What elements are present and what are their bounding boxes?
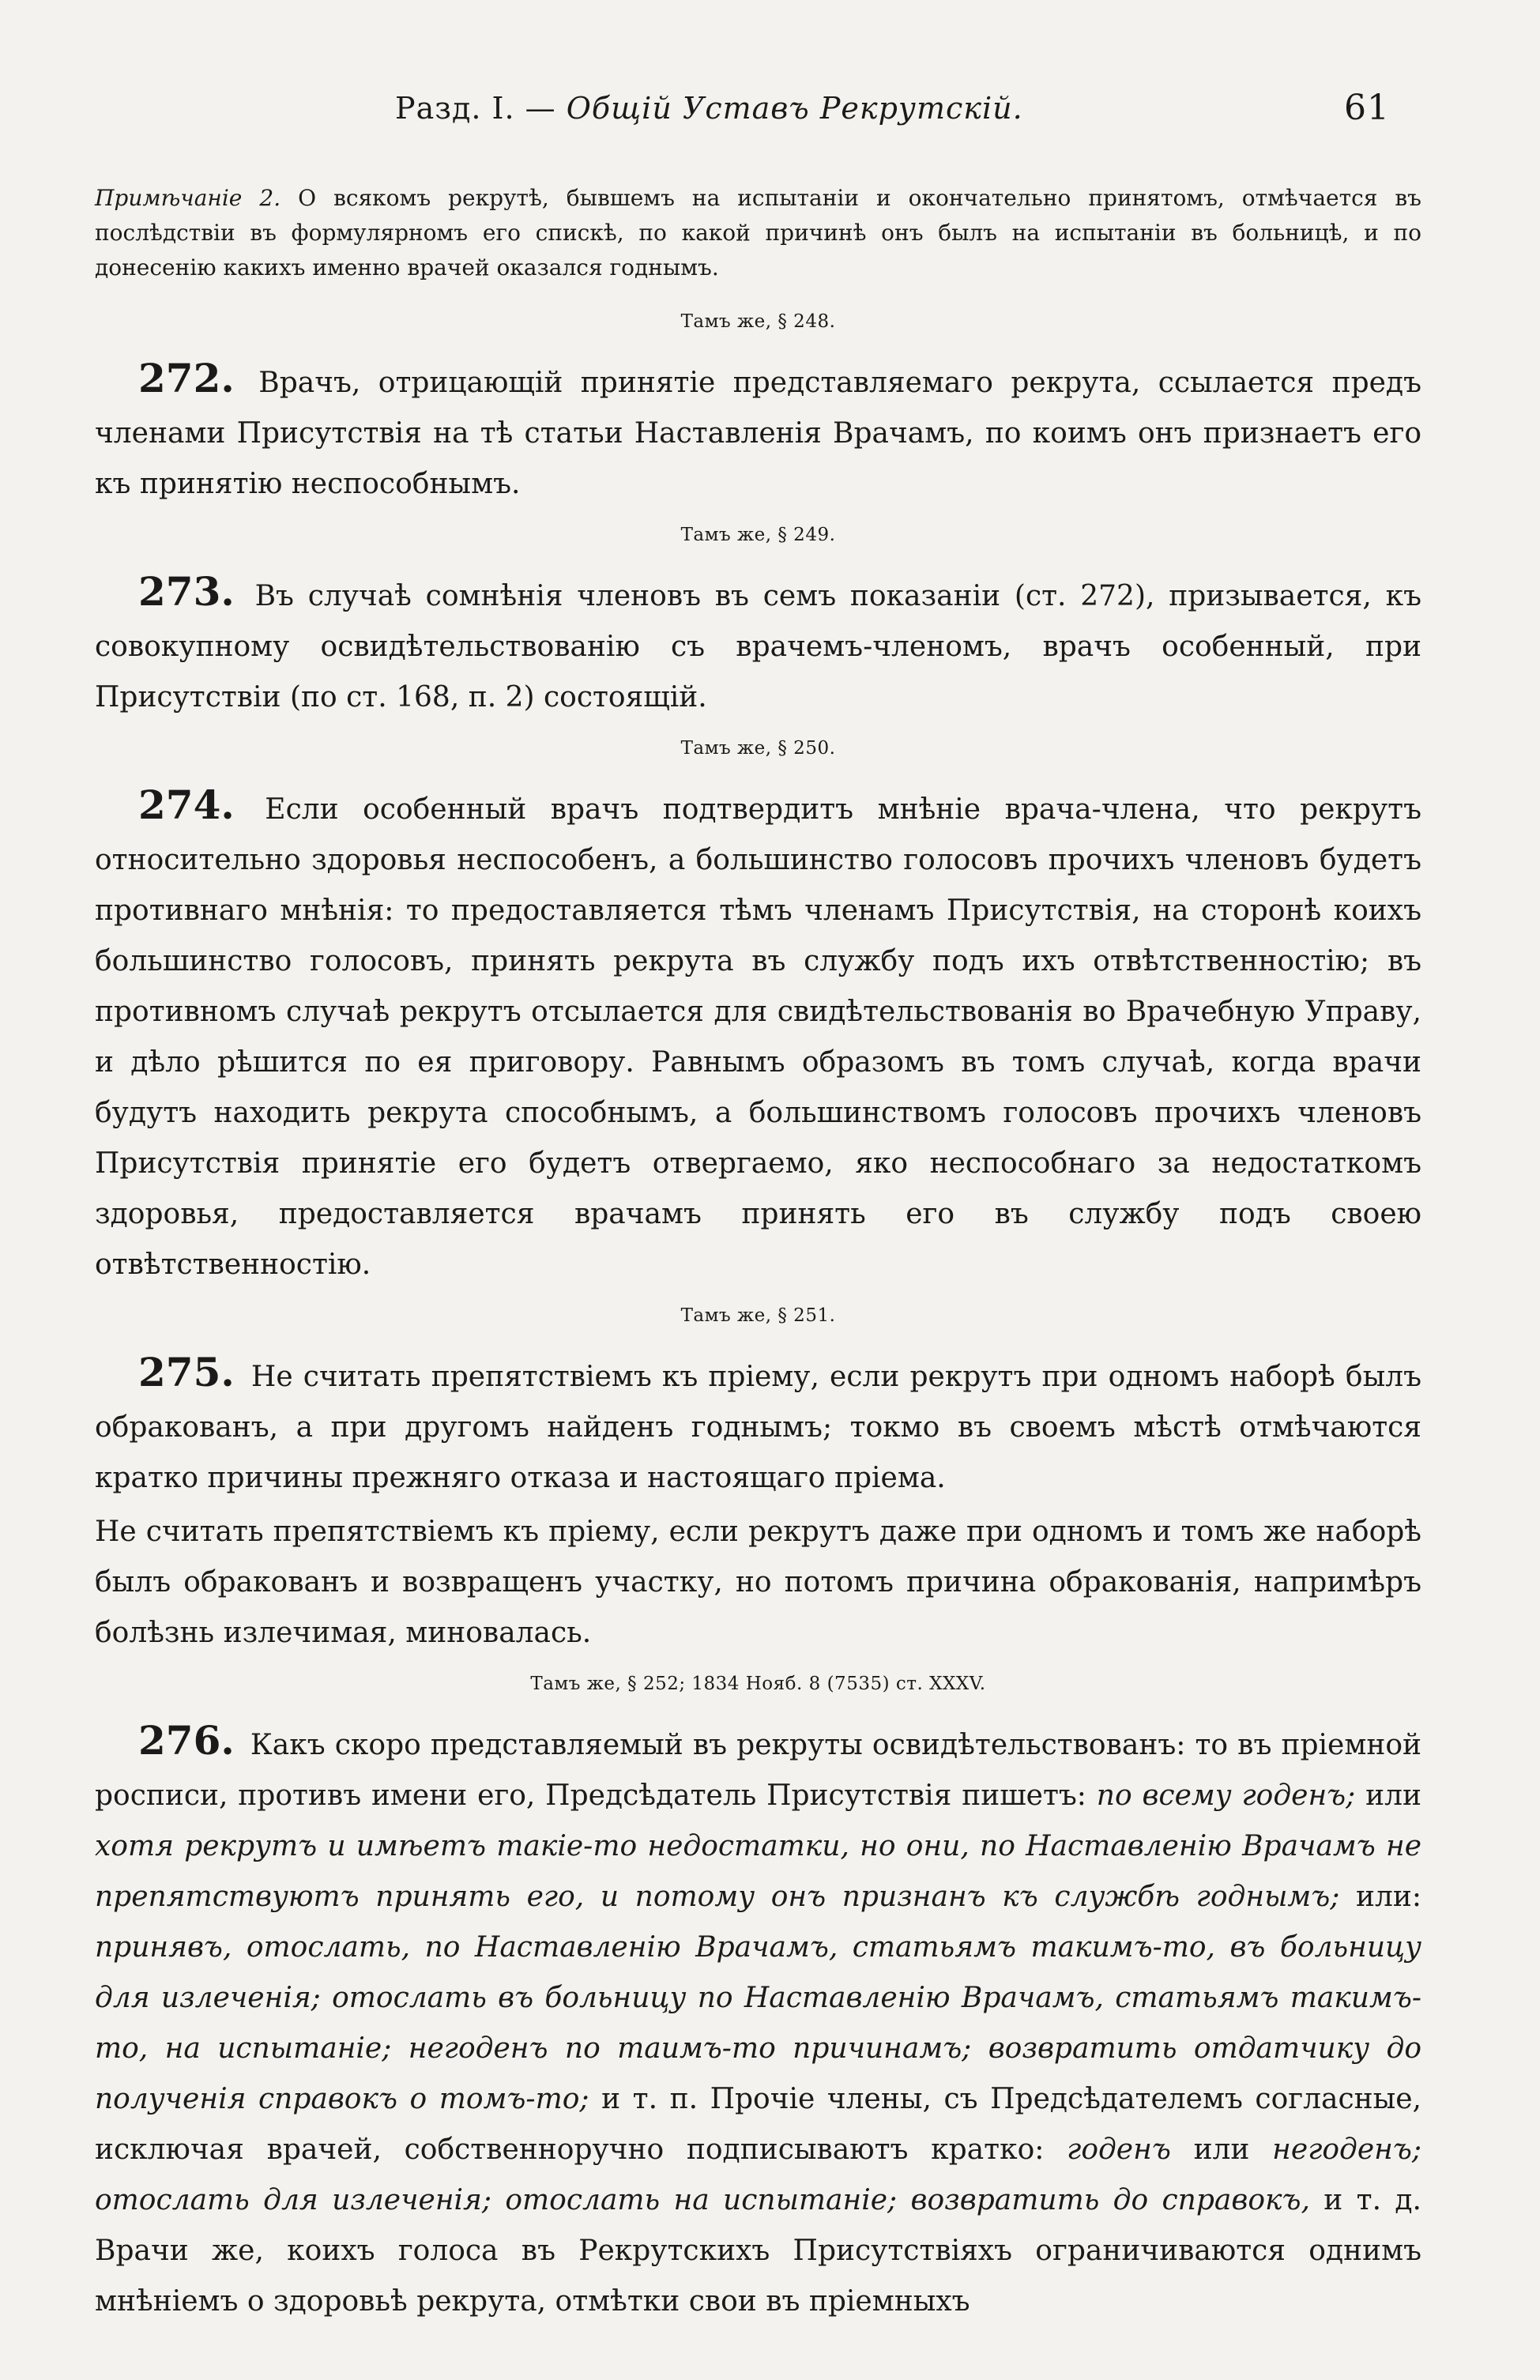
article-text: Не считать препятствіемъ къ пріему, если рекрутъ при одномъ наборѣ былъ обракованъ, а при другомъ найденъ годнымъ; токмо въ своемъ мѣстѣ отмѣчаются кратко причины прежняго отказа и настоящаго пріема. [95, 1361, 1421, 1494]
article-text: или: [1339, 1881, 1421, 1913]
article-272 [95, 353, 1421, 510]
article-text: Въ случаѣ сомнѣнія членовъ въ семъ показаніи (ст. 272), призывается, къ совокупному освидѣтельствованію съ врачемъ-членомъ, врачъ особенный, при Присутствіи (по ст. 168, п. 2) состоящій. [95, 580, 1421, 714]
article-274 [95, 780, 1421, 1290]
resolution-formula: годенъ [1067, 2133, 1171, 2166]
resolution-formula: негоденъ; отослать для излеченія; отослать на испытаніе; возвратить до справокъ, [95, 2133, 1422, 2216]
article-273-source: Тамъ же, § 250. [680, 738, 836, 759]
article-text: Врачъ, отрицающій принятіе представляемаго рекрута, ссылается предъ членами Присутствія на тѣ статьи Наставленія Врачамъ, по коимъ онъ признаетъ его къ принятію неспособнымъ. [95, 367, 1421, 500]
article-number: 273. [138, 568, 235, 615]
article-text: Какъ скоро представляемый въ рекруты освидѣтельствованъ: то въ пріемной росписи, противъ имени его, Предсѣдатель Присутствія пишетъ: [95, 1729, 1421, 1812]
section-label: Разд. I. — [395, 91, 556, 126]
running-head [95, 75, 1421, 146]
article-text: и т. д. Врачи же, коихъ голоса въ Рекрутскихъ Присутствіяхъ ограничиваются однимъ мнѣніемъ о здоровьѣ рекрута, отмѣтки свои въ пріемныхъ [95, 2184, 1421, 2318]
article-number: 276. [138, 1717, 235, 1764]
article-text-second: Не считать препятствіемъ къ пріему, если рекрутъ даже при одномъ и томъ же наборѣ былъ обракованъ и возвращенъ участку, но потомъ причина обракованія, напримѣръ болѣзнь излечимая, миновалась. [95, 1516, 1421, 1649]
note-source: Тамъ же, § 248. [680, 311, 836, 332]
article-275-source: Тамъ же, § 252; 1834 Нояб. 8 (7535) ст. XXXV. [530, 1674, 986, 1694]
article-number: 275. [138, 1349, 235, 1395]
note-2 [95, 181, 1421, 285]
code-title: Общій Уставъ Рекрутскій. [566, 91, 1023, 126]
article-274-source: Тамъ же, § 251. [680, 1305, 836, 1326]
article-text: или [1170, 2133, 1273, 2166]
article-272-source: Тамъ же, § 249. [680, 525, 836, 545]
note-text: О всякомъ рекрутѣ, бывшемъ на испытаніи и окончательно принятомъ, отмѣчается въ послѣдствіи въ формулярномъ его спискѣ, по какой причинѣ онъ былъ на испытаніи въ больницѣ, и по донесенію какихъ именно врачей оказался годнымъ. [95, 185, 1421, 281]
article-text: или [1355, 1779, 1421, 1812]
note-label: Примѣчаніе 2. [95, 185, 281, 211]
article-text: Если особенный врачъ подтвердитъ мнѣніе врача-члена, что рекрутъ относительно здоровья неспособенъ, а большинство голосовъ прочихъ членовъ будетъ противнаго мнѣнія: то предоставляется тѣмъ членамъ Присутствія, на сторонѣ коихъ большинство голосовъ, принять рекрута въ службу подъ ихъ отвѣтственностію; въ противномъ случаѣ рекрутъ отсылается для свидѣтельствованія во Врачебную Управу, и дѣло рѣшится по ея приговору. Равнымъ образомъ въ томъ случаѣ, когда врачи будутъ находить рекрута способнымъ, а большинствомъ голосовъ прочихъ членовъ Присутствія принятіе его будетъ отвергаемо, яко неспособнаго за недостаткомъ здоровья, предоставляется врачамъ принять его въ службу подъ своею отвѣтственностію. [95, 793, 1421, 1281]
article-276 [95, 1715, 1421, 2327]
running-title [395, 91, 1023, 126]
resolution-formula: по всему годенъ; [1096, 1779, 1356, 1812]
article-275 [95, 1347, 1421, 1659]
article-number: 272. [138, 355, 235, 401]
article-text: и т. п. Прочіе члены, съ Предсѣдателемъ согласные, исключая врачей, собственноручно подписываютъ кратко: [95, 2083, 1421, 2166]
page-number: 61 [1344, 88, 1390, 128]
article-number: 274. [138, 781, 235, 828]
resolution-formula: принявъ, отослать, по Наставленію Врачамъ, статьямъ такимъ-то, въ больницу для излеченія; отослать въ больницу по Наставленію Врачамъ, статьямъ такимъ-то, на испытаніе; негоденъ по таимъ-то причинамъ; возвратить отдатчику до полученія справокъ о томъ-то; [95, 1931, 1421, 2115]
resolution-formula: хотя рекрутъ и имѣетъ такіе-то недостатки, но они, по Наставленію Врачамъ не препятствуютъ принять его, и потому онъ признанъ къ службѣ годнымъ; [95, 1830, 1421, 1913]
article-273 [95, 567, 1421, 723]
